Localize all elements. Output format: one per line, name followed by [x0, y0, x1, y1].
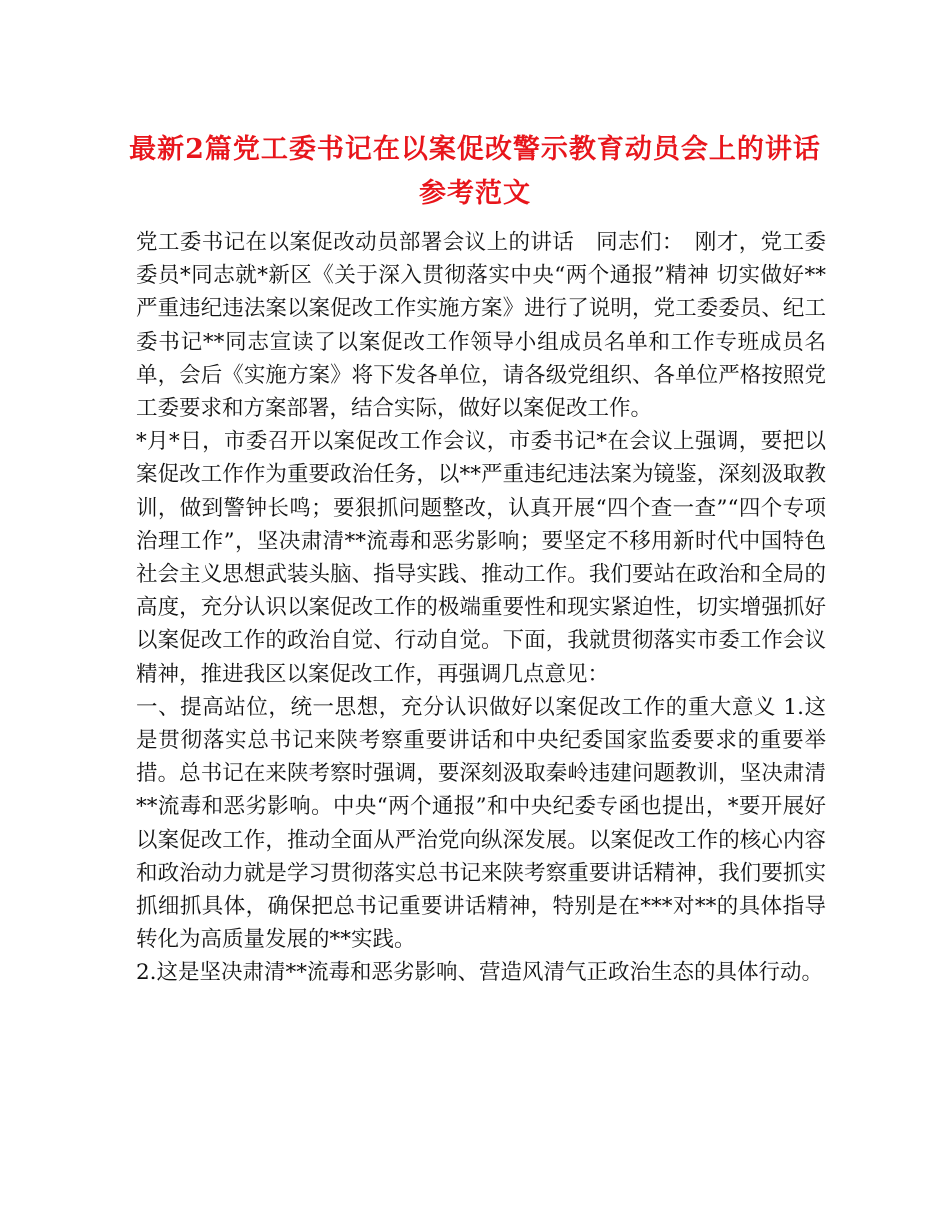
paragraph-point-two: 2.这是坚决肃清**流毒和恶劣影响、营造风清气正政治生态的具体行动。 — [136, 960, 824, 986]
paragraph-city-meeting: *月*日，市委召开以案促改工作会议，市委书记*在会议上强调，要把以案促改工作作为重要政治任务，以**严重违纪违法案为镜鉴，深刻汲取教训，做到警钟长鸣；要狠抓问题整改，认真开展“四个查一查”“四个专项治理工作”，坚决肃清**流毒和恶劣影响；要坚定不移用新时代中国特色社会主义思想武装头脑、指导实践、推动工作。我们要站在政治和全局的高度，充分认识以案促改工作的极端重要性和现实紧迫性，切实增强抓好以案促改工作的政治自觉、行动自觉。下面，我就贯彻落实市委工作会议精神，推进我区以案促改工作，再强调几点意见： — [136, 429, 826, 687]
document-body — [136, 226, 826, 990]
paragraph-section-one: 一、提高站位，统一思想，充分认识做好以案促改工作的重大意义 1.这是贯彻落实总书记来陕考察重要讲话和中央纪委国家监委要求的重要举措。总书记在来陕考察时强调，要深刻汲取秦岭违建问题教训，坚决肃清**流毒和恶劣影响。中央“两个通报”和中央纪委专函也提出，*要开展好以案促改工作，推动全面从严治党向纵深发展。以案促改工作的核心内容和政治动力就是学习贯彻落实总书记来陕考察重要讲话精神，我们要抓实抓细抓具体，确保把总书记重要讲话精神，特别是在***对**的具体指导转化为高质量发展的**实践。 — [136, 694, 826, 953]
paragraph-intro: 党工委书记在以案促改动员部署会议上的讲话 同志们： 刚才，党工委委员*同志就*新区《关于深入贯彻落实中央“两个通报”精神 切实做好**严重违纪违法案以案促改工作实施方案》进行了说明，党工委委员、纪工委书记**同志宣读了以案促改工作领导小组成员名单和工作专班成员名单，会后《实施方案》将下发各单位，请各级党组织、各单位严格按照党工委要求和方案部署，结合实际，做好以案促改工作。 — [136, 230, 826, 422]
document-title: 最新2篇党工委书记在以案促改警示教育动员会上的讲话参考范文 — [129, 134, 821, 209]
